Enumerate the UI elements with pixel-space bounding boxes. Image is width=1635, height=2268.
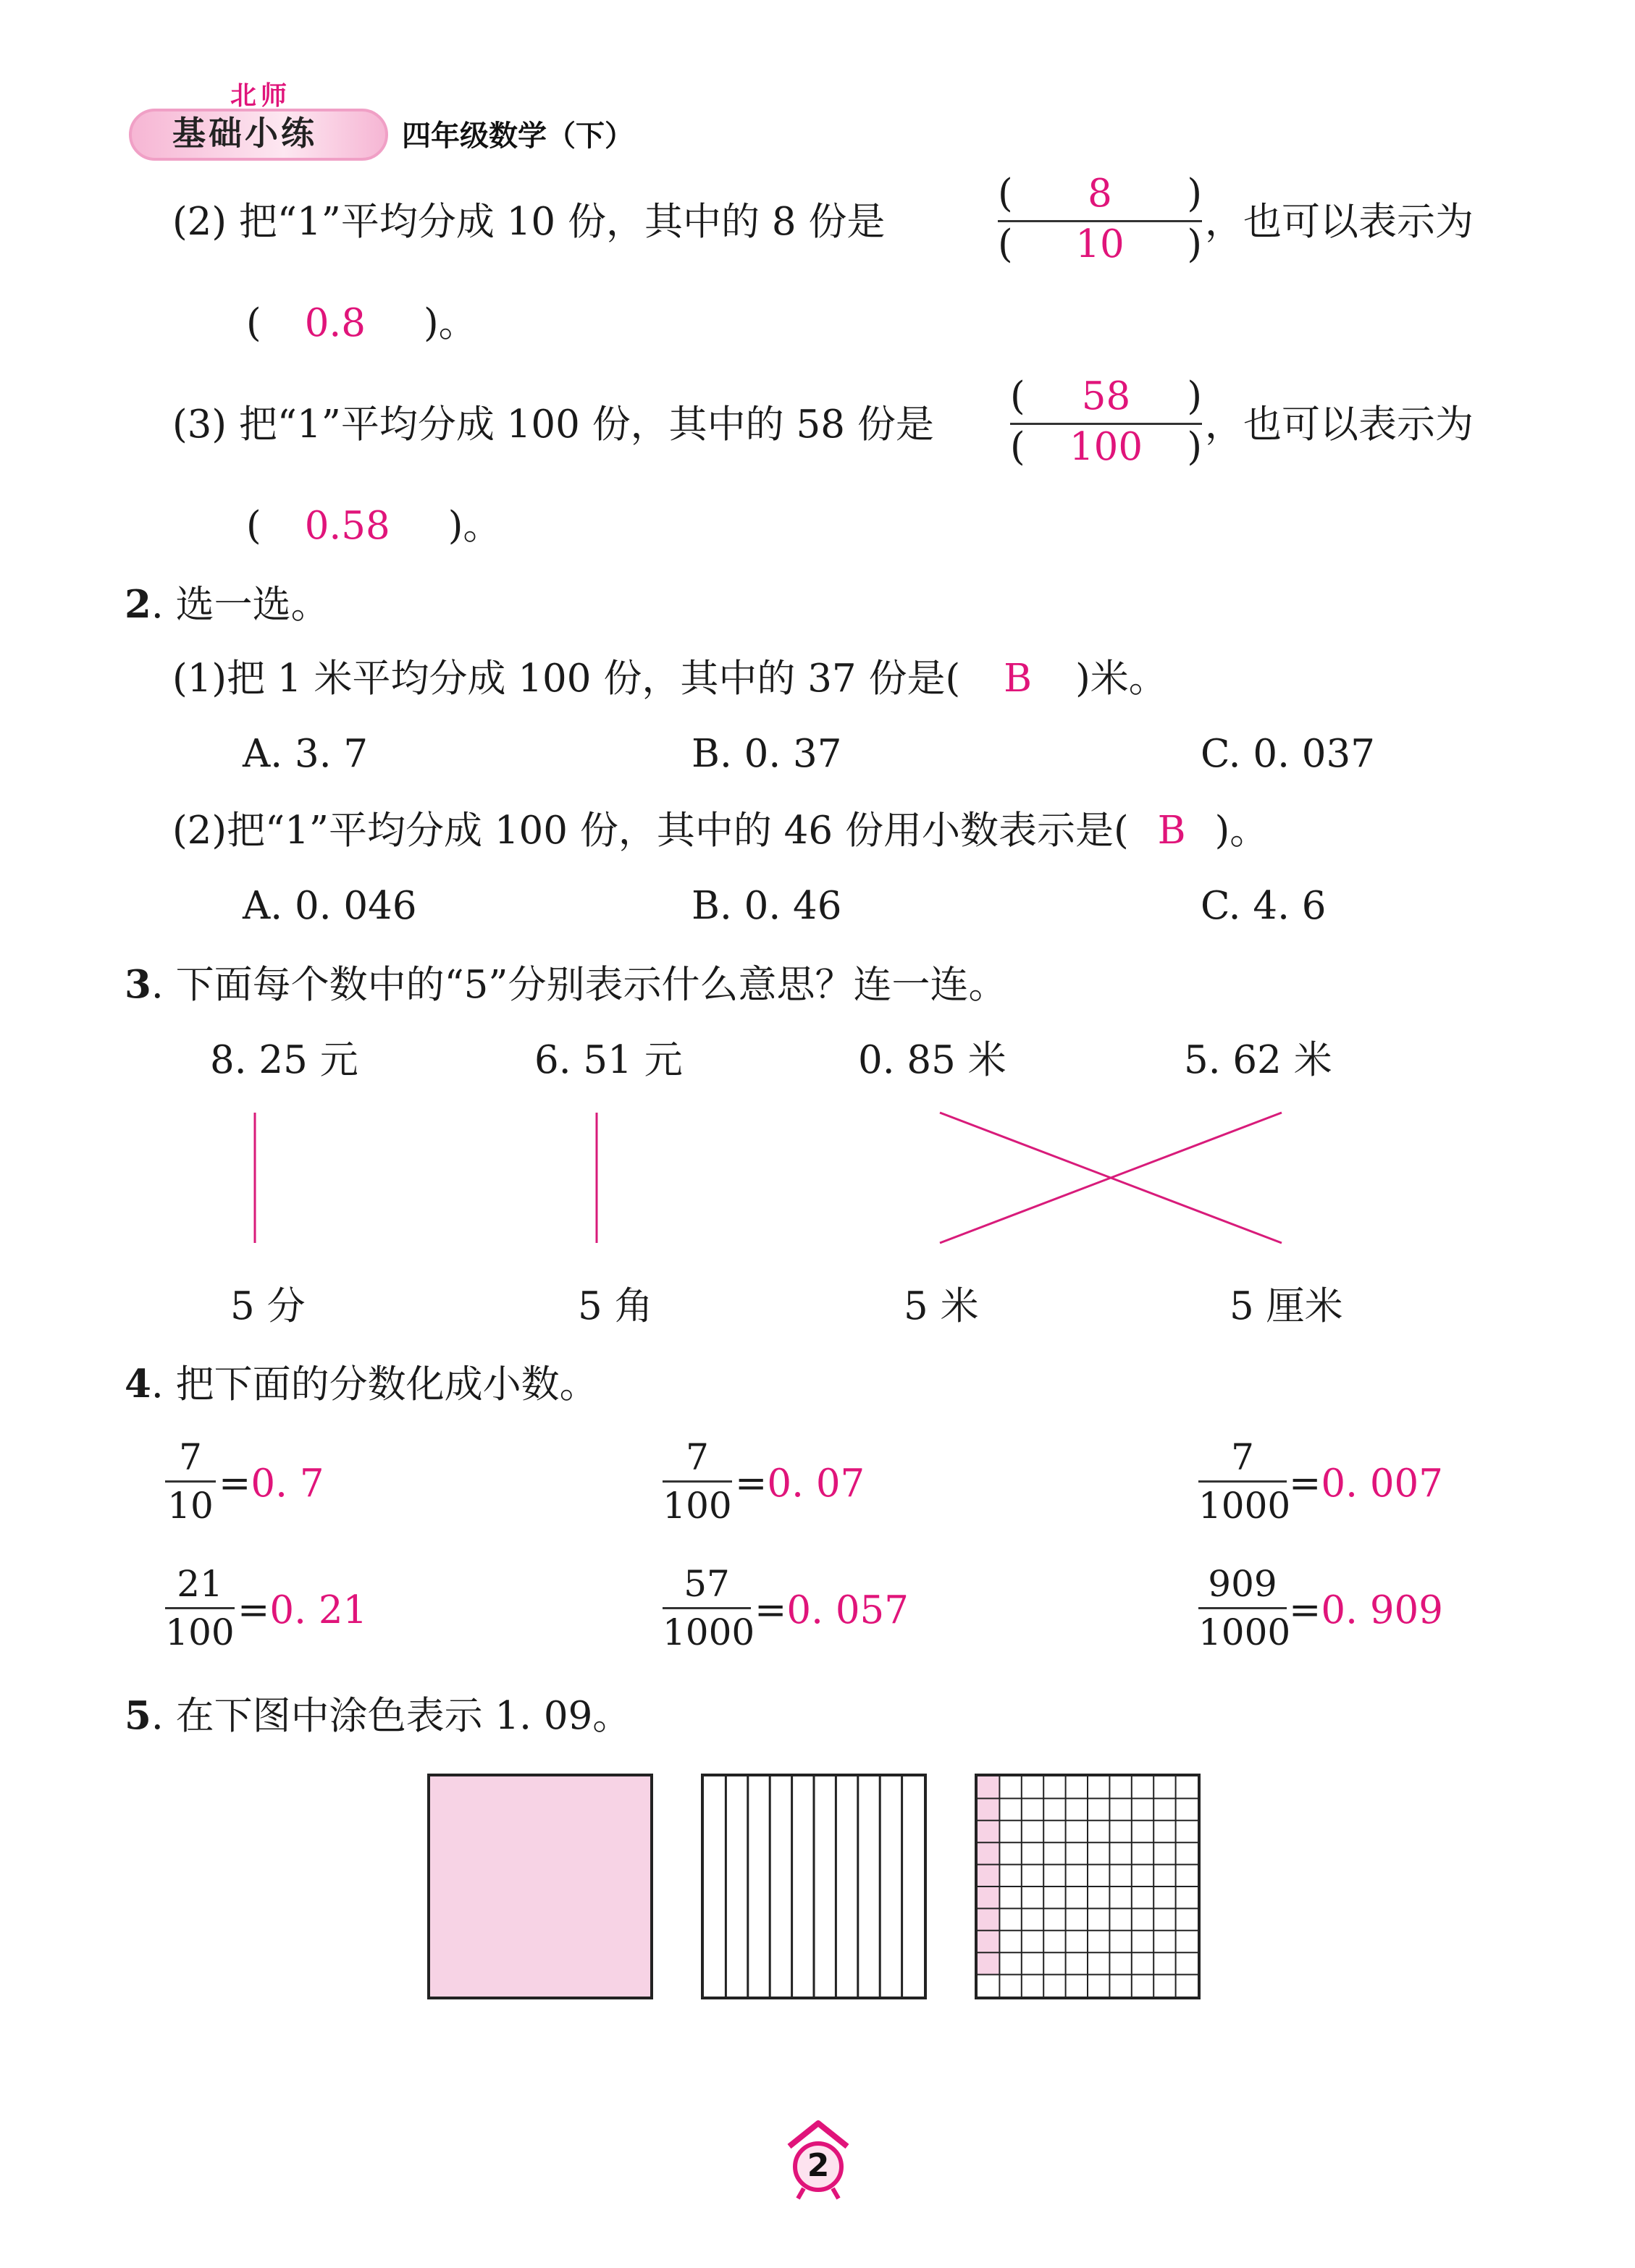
q3-bottom-3: 5 米 (904, 1284, 979, 1328)
q1-p3-tail: ，也可以表示为 (1205, 402, 1474, 447)
q1-p3-denominator: 100 (1069, 425, 1143, 469)
shaded-cell (978, 1798, 999, 1820)
header-series-main: 基础小练 (172, 114, 317, 153)
q4-frac-1: 7 10 (165, 1437, 216, 1526)
q2-s1-option-a: A. 3. 7 (243, 732, 369, 776)
q5-square-tenths[interactable] (701, 1774, 927, 1999)
q4-answer-5: =0. 057 (755, 1588, 909, 1632)
header-series-top: 北师 (230, 81, 292, 111)
q4-answer-3: =0. 007 (1289, 1462, 1443, 1506)
q4-answer-2: =0. 07 (735, 1462, 865, 1506)
q1-p2-numerator: 8 (1088, 172, 1112, 216)
q2-s2-text: (2)把“1”平均分成 100 份，其中的 46 份用小数表示是( B )。 (172, 809, 1269, 853)
shaded-cell (978, 1908, 999, 1930)
q5-square-whole[interactable] (427, 1774, 653, 1999)
shaded-cell (978, 1865, 999, 1887)
q4-answer-1: =0. 7 (219, 1462, 324, 1506)
q3-top-3: 0. 85 米 (858, 1038, 1006, 1082)
q1-p3-answer: 0.58 (304, 504, 390, 548)
shaded-cell (978, 1842, 999, 1864)
q1-p2-fraction: ( 8 ) ( 10 ) (998, 172, 1202, 266)
q5-heading: 5. 在下图中涂色表示 1. 09。 (125, 1693, 631, 1738)
q4-frac-3: 7 1000 (1198, 1436, 1291, 1527)
q1-p2-answer: 0.8 (304, 301, 366, 345)
q4-answer-4: =0. 21 (238, 1588, 368, 1632)
q1-p3-numerator: 58 (1081, 374, 1131, 418)
q1-p2-answer-line: ( 0.8 )。 (246, 301, 477, 345)
q3-top-4: 5. 62 米 (1184, 1038, 1332, 1082)
q5-square-hundredths[interactable] (975, 1774, 1201, 1999)
q1-p2-text: (2) 把“1”平均分成 10 份，其中的 8 份是 (172, 200, 886, 244)
shaded-cell (978, 1931, 999, 1952)
header-book-title: 四年级数学（下） (402, 119, 634, 153)
q3-heading: 3. 下面每个数中的“5”分别表示什么意思？连一连。 (125, 962, 1007, 1007)
q1-p2-denominator: 10 (1075, 222, 1125, 266)
q3-bottom-1: 5 分 (230, 1284, 306, 1328)
q4-frac-4: 21 100 (165, 1563, 235, 1653)
q2-s2-option-b: B. 0. 46 (692, 884, 842, 928)
q2-s2-answer: B (1157, 809, 1186, 853)
q2-s1-text: (1)把 1 米平均分成 100 份，其中的 37 份是( B )米。 (172, 657, 1167, 701)
q2-s1-option-b: B. 0. 37 (692, 732, 842, 776)
q2-s2-option-c: C. 4. 6 (1201, 884, 1327, 928)
q4-frac-5: 57 1000 (663, 1563, 755, 1653)
shaded-cell (978, 1821, 999, 1842)
q3-top-1: 8. 25 元 (210, 1038, 358, 1082)
q2-s1-answer: B (1004, 657, 1033, 701)
q3-bottom-2: 5 角 (578, 1284, 653, 1328)
q3-bottom-4: 5 厘米 (1230, 1284, 1343, 1328)
q2-s1-option-c: C. 0. 037 (1201, 732, 1375, 776)
shaded-cell (978, 1952, 999, 1974)
q3-top-2: 6. 51 元 (534, 1038, 683, 1082)
q5-hundredths-grid (978, 1776, 1198, 1997)
q1-p3-fraction: ( 58 ) ( 100 ) (1010, 374, 1202, 469)
q4-answer-6: =0. 909 (1289, 1588, 1443, 1632)
q4-frac-6: 909 1000 (1198, 1563, 1291, 1653)
q4-heading: 4. 把下面的分数化成小数。 (125, 1362, 598, 1407)
q1-p3-text: (3) 把“1”平均分成 100 份，其中的 58 份是 (172, 402, 934, 447)
q4-frac-2: 7 100 (663, 1436, 732, 1527)
q1-p2-tail: ，也可以表示为 (1205, 200, 1474, 244)
q1-p3-answer-line: ( 0.58 )。 (246, 504, 502, 548)
q5-tenths-grid (704, 1776, 924, 1997)
q2-heading: 2. 选一选。 (125, 582, 329, 627)
shaded-cell (978, 1887, 999, 1908)
q2-s2-option-a: A. 0. 046 (243, 884, 417, 928)
shaded-cell (978, 1776, 999, 1798)
page-number: 2 (807, 2147, 830, 2184)
